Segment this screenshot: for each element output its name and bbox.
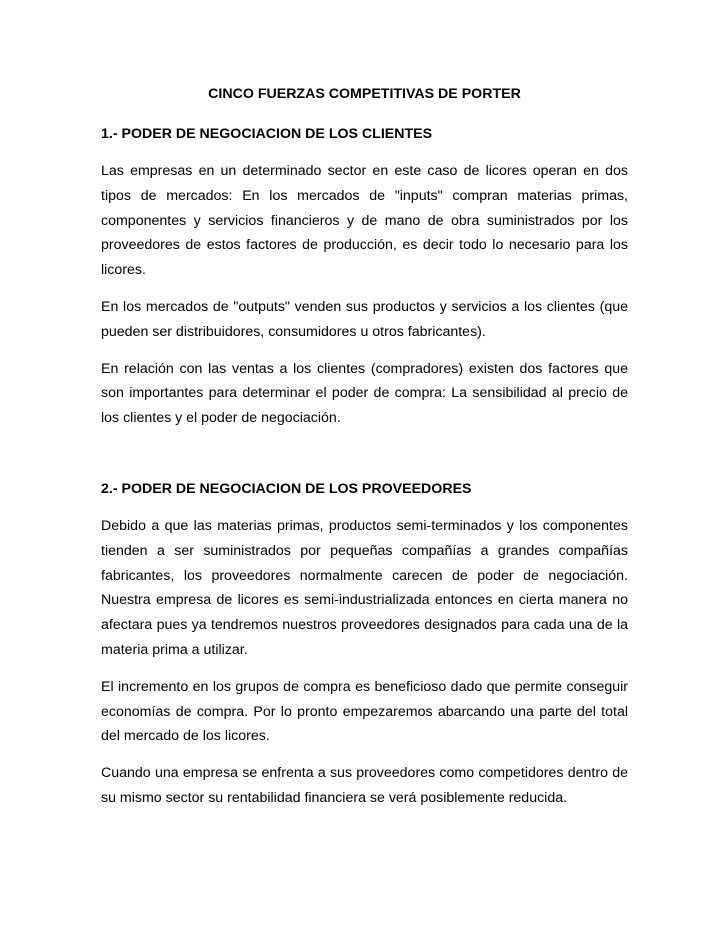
section1-paragraph-3: En relación con las ventas a los clientes (compradores) existen dos factores que son importantes para determinar el poder de compra: La sensibilidad al precio de los clientes y el poder de negociación. [101,360,628,427]
document-title: CINCO FUERZAS COMPETITIVAS DE PORTER [208,86,521,102]
section2-paragraph-1: Debido a que las materias primas, productos semi-terminados y los componentes tienden a ser suministrados por pequeñas compañías a grandes compañías fabricantes, los proveedores normalmente carecen de poder de negociación. Nuestra empresa de licores es semi-industrializada entonces en cierta manera no afectara pues ya tendremos nuestros proveedores designados para cada una de la materia prima a utilizar. [101,517,628,658]
section1-paragraph-1: Las empresas en un determinado sector en este caso de licores operan en dos tipos de mercados: En los mercados de "inputs" compran materias primas, componentes y servicios financieros y de mano de obra suministrados por los proveedores de estos factores de producción, es decir todo lo necesario para los licores. [101,163,628,279]
section2-heading: 2.- PODER DE NEGOCIACION DE LOS PROVEEDORES [101,480,472,497]
section1-heading: 1.- PODER DE NEGOCIACION DE LOS CLIENTES [101,126,433,142]
section2-paragraph-2: El incremento en los grupos de compra es beneficioso dado que permite conseguir economías de compra. Por lo pronto empezaremos abarcando una parte del total del mercado de los licores. [101,678,628,745]
section2-paragraph-3: Cuando una empresa se enfrenta a sus proveedores como competidores dentro de su mismo sector su rentabilidad financiera se verá posiblemente reducida. [101,765,628,806]
document-page [101,84,628,811]
section1-paragraph-2: En los mercados de "outputs" venden sus productos y servicios a los clientes (que pueden ser distribuidores, consumidores u otros fabricantes). [101,298,628,340]
